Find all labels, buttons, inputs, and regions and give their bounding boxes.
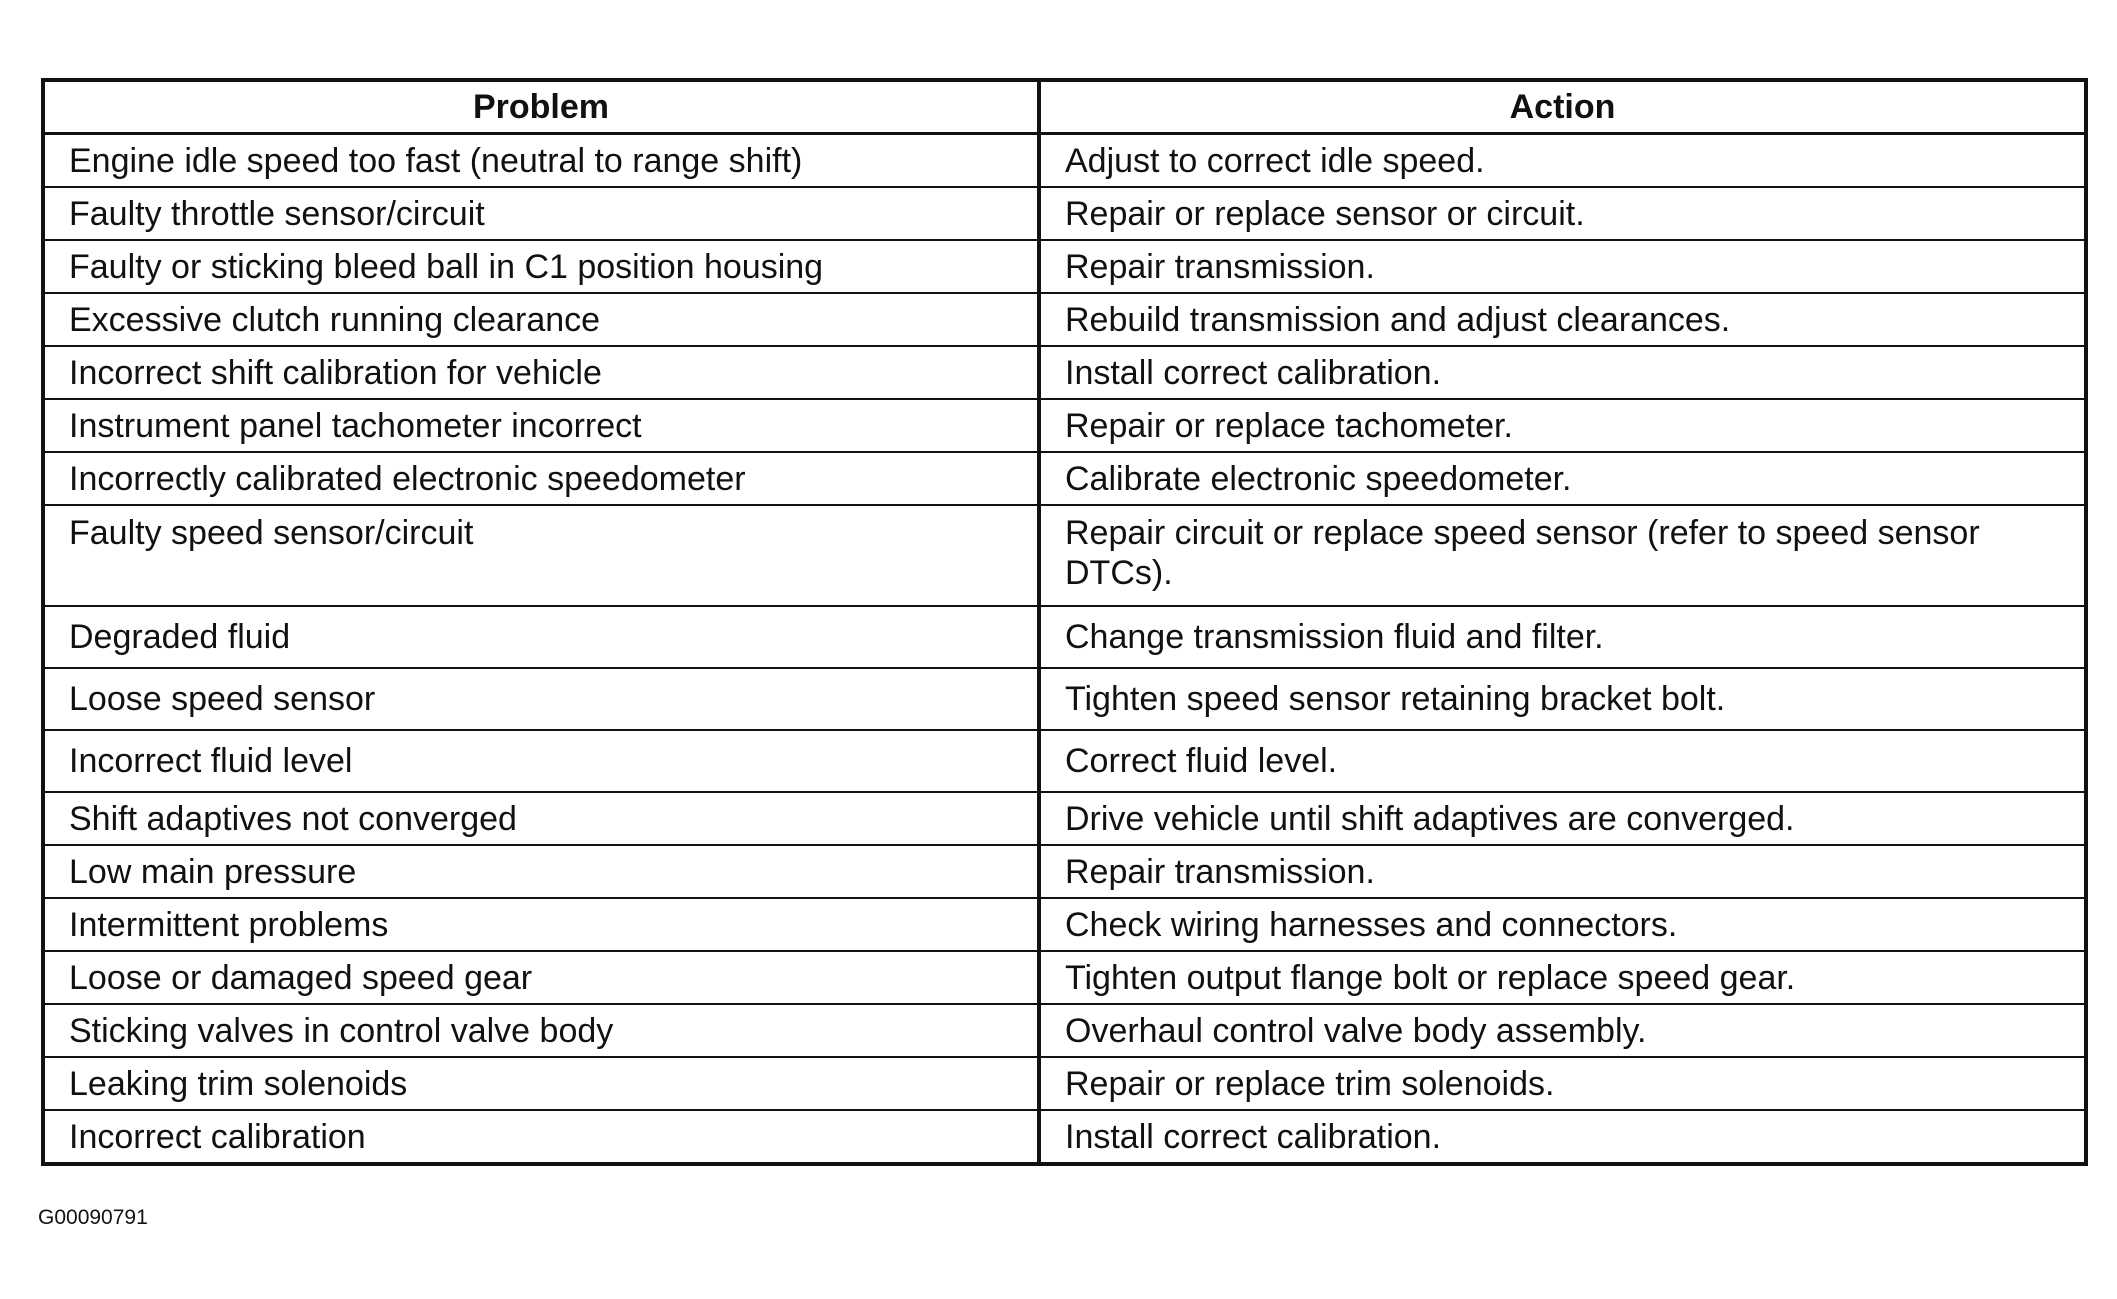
action-cell: Tighten speed sensor retaining bracket bolt. bbox=[1039, 668, 2086, 730]
table-row bbox=[43, 898, 2086, 951]
action-cell: Repair transmission. bbox=[1039, 240, 2086, 293]
table-row bbox=[43, 845, 2086, 898]
table-row bbox=[43, 240, 2086, 293]
table-row bbox=[43, 293, 2086, 346]
action-cell: Check wiring harnesses and connectors. bbox=[1039, 898, 2086, 951]
problem-cell: Shift adaptives not converged bbox=[43, 792, 1039, 845]
action-cell: Adjust to correct idle speed. bbox=[1039, 134, 2086, 188]
problem-cell: Loose speed sensor bbox=[43, 668, 1039, 730]
problem-cell: Incorrect shift calibration for vehicle bbox=[43, 346, 1039, 399]
problem-cell: Degraded fluid bbox=[43, 606, 1039, 668]
action-cell: Change transmission fluid and filter. bbox=[1039, 606, 2086, 668]
table-row bbox=[43, 730, 2086, 792]
problem-cell: Instrument panel tachometer incorrect bbox=[43, 399, 1039, 452]
problem-action-table bbox=[41, 78, 2088, 1166]
action-cell: Repair or replace sensor or circuit. bbox=[1039, 187, 2086, 240]
table-row bbox=[43, 187, 2086, 240]
problem-cell: Leaking trim solenoids bbox=[43, 1057, 1039, 1110]
problem-cell: Faulty throttle sensor/circuit bbox=[43, 187, 1039, 240]
table-row bbox=[43, 505, 2086, 606]
problem-cell: Loose or damaged speed gear bbox=[43, 951, 1039, 1004]
action-cell: Drive vehicle until shift adaptives are converged. bbox=[1039, 792, 2086, 845]
action-cell: Calibrate electronic speedometer. bbox=[1039, 452, 2086, 505]
figure-id-label: G00090791 bbox=[38, 1206, 148, 1229]
table-row bbox=[43, 1057, 2086, 1110]
header-action: Action bbox=[1039, 80, 2086, 134]
problem-cell: Faulty speed sensor/circuit bbox=[43, 505, 1039, 606]
problem-cell: Engine idle speed too fast (neutral to range shift) bbox=[43, 134, 1039, 188]
table-row bbox=[43, 346, 2086, 399]
problem-cell: Excessive clutch running clearance bbox=[43, 293, 1039, 346]
table-row bbox=[43, 134, 2086, 188]
table-row bbox=[43, 452, 2086, 505]
action-cell: Rebuild transmission and adjust clearances. bbox=[1039, 293, 2086, 346]
table-row bbox=[43, 792, 2086, 845]
action-cell: Repair circuit or replace speed sensor (refer to speed sensor DTCs). bbox=[1039, 505, 2086, 606]
problem-cell: Incorrect calibration bbox=[43, 1110, 1039, 1164]
problem-cell: Sticking valves in control valve body bbox=[43, 1004, 1039, 1057]
table-row bbox=[43, 399, 2086, 452]
action-cell: Overhaul control valve body assembly. bbox=[1039, 1004, 2086, 1057]
problem-cell: Incorrectly calibrated electronic speedometer bbox=[43, 452, 1039, 505]
table-row bbox=[43, 668, 2086, 730]
table-header-row bbox=[43, 80, 2086, 134]
problem-cell: Low main pressure bbox=[43, 845, 1039, 898]
table-row bbox=[43, 1110, 2086, 1164]
table-row bbox=[43, 951, 2086, 1004]
header-problem: Problem bbox=[43, 80, 1039, 134]
action-cell: Repair transmission. bbox=[1039, 845, 2086, 898]
problem-cell: Incorrect fluid level bbox=[43, 730, 1039, 792]
problem-cell: Intermittent problems bbox=[43, 898, 1039, 951]
problem-cell: Faulty or sticking bleed ball in C1 position housing bbox=[43, 240, 1039, 293]
action-cell: Correct fluid level. bbox=[1039, 730, 2086, 792]
table-row bbox=[43, 606, 2086, 668]
action-cell: Repair or replace trim solenoids. bbox=[1039, 1057, 2086, 1110]
action-cell: Install correct calibration. bbox=[1039, 1110, 2086, 1164]
action-cell: Tighten output flange bolt or replace speed gear. bbox=[1039, 951, 2086, 1004]
action-cell: Repair or replace tachometer. bbox=[1039, 399, 2086, 452]
table-row bbox=[43, 1004, 2086, 1057]
action-cell: Install correct calibration. bbox=[1039, 346, 2086, 399]
